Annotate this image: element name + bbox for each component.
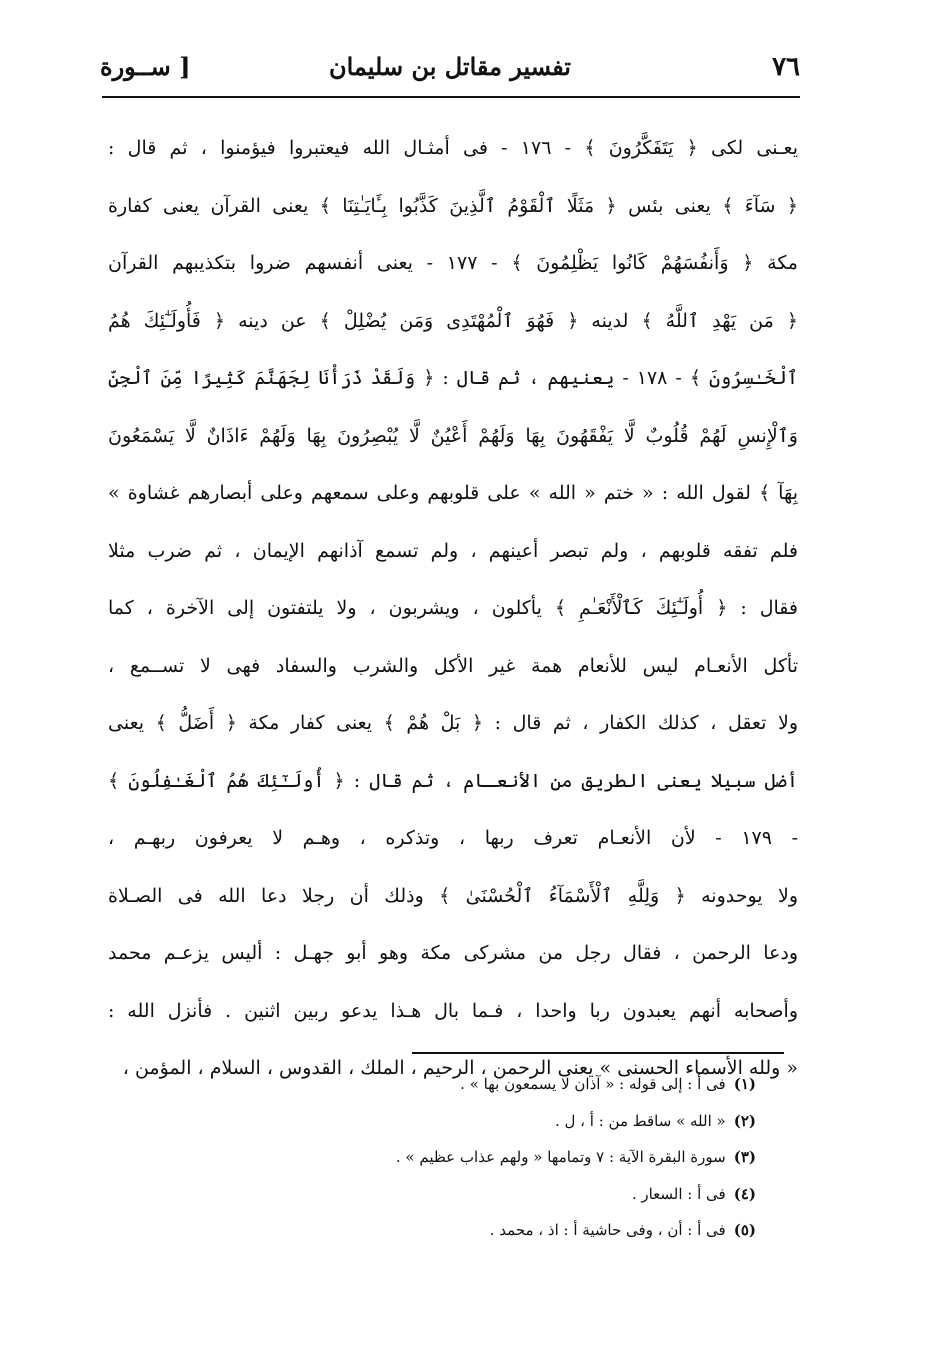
main-text: [108, 120, 798, 1098]
text-line: ٱلْخَـٰسِرُونَ ﴾ - ١٧٨ - يعنيهم ، ثم قال : ﴿ وَلَقَدْ ذَرَأْنَا لِجَهَنَّمَ كَثِيرًا مِّنَ ٱلْجِنِّ: [108, 367, 798, 389]
footnote-text: فى أ : أن ، وفى حاشية أ : اذ ، محمد .: [489, 1221, 726, 1240]
text-line: فلم تفقه قلوبهم ، ولم تبصر أعينهم ، ولم تسمع آذانهم الإيمان ، ثم ضرب مثلا: [108, 539, 798, 562]
text-line: تأكل الأنعـام ليس للأنعام همة غير الأكل والشرب والسفاد فهى لا تســمع ،: [108, 654, 798, 677]
text-line: ﴿ مَن يَهْدِ ٱللَّهُ ﴾ لدينه ﴿ فَهُوَ ٱلْمُهْتَدِى وَمَن يُضْلِلْ ﴾ عن دينه ﴿ فَأُولَـٰٓئِكَ هُمُ: [108, 309, 798, 332]
text-line: ولا يوحدونه ﴿ وَلِلَّهِ ٱلْأَسْمَآءُ ٱلْحُسْنَىٰ ﴾ وذلك أن رجلا دعا الله فى الصـلاة: [108, 884, 798, 907]
text-line: « ولله الأسماء الحسنى » يعنى الرحمن ، الرحيم ، الملك ، القدوس ، السلام ، المؤمن ،: [122, 1057, 798, 1079]
footnote-text: سورة البقرة الآية : ٧ وتمامها « ولهم عذاب عظيم » .: [395, 1148, 726, 1167]
footnotes: [300, 1066, 756, 1249]
text-line: يعـنى لكى ﴿ يَتَفَكَّرُونَ ﴾ - ١٧٦ - فى أمثـال الله فيعتبروا فيؤمنوا ، ثم قال :: [108, 137, 798, 159]
footnote: [300, 1066, 756, 1103]
text-line: أضل سبيلا يعنى الطريق من الأنعـام ، ثم قال : ﴿ أُولَـٰٓئِكَ هُمُ ٱلْغَـٰفِلُونَ ﴾: [108, 769, 798, 792]
footnote-number: (١): [733, 1075, 756, 1093]
text-line: ودعا الرحمن ، فقال رجل من مشركى مكة وهو أبو جهـل : أليس يزعـم محمد: [108, 942, 798, 964]
text-line: بِهَآ ﴾ لقول الله : « ختم « الله » على قلوبهم وعلى سمعهم وعلى أبصارهم غشاوة »: [108, 482, 798, 504]
footnote-text: « الله » ساقط من : أ ، ل .: [554, 1111, 726, 1130]
book-title: تفسير مقاتل بن سليمان: [328, 52, 571, 81]
footnote: [300, 1176, 756, 1213]
text-line: - ١٧٩ - لأن الأنعـام تعرف ربها ، وتذكره ، وهـم لا يعرفون ربهـم ،: [108, 827, 798, 849]
footnote-number: (٥): [733, 1221, 756, 1240]
surah-label: [ ســورة: [100, 52, 191, 81]
footnote: [300, 1212, 756, 1249]
footnote: [300, 1139, 756, 1176]
text-line: ولا تعقل ، كذلك الكفار ، ثم قال : ﴿ بَلْ هُمْ ﴾ يعنى كفار مكة ﴿ أَضَلُّ ﴾ يعنى: [108, 712, 798, 734]
running-header: [100, 48, 800, 96]
footnote-separator: [412, 1052, 784, 1054]
footnote: [300, 1103, 756, 1140]
text-line: فقال : ﴿ أُولَـٰٓئِكَ كَٱلْأَنْعَـٰمِ ﴾ يأكلون ، ويشربون ، ولا يلتفتون إلى الآخرة ، كما: [108, 597, 798, 619]
footnote-text: فى أ : إلى قوله : « آذان لا يسمعون بها » .: [460, 1075, 726, 1093]
footnote-text: فى أ : السعار .: [631, 1184, 726, 1203]
footnote-number: (٤): [733, 1184, 756, 1203]
text-line: ﴿ سَآءَ ﴾ يعنى بئس ﴿ مَثَلًا ٱلْقَوْمُ ٱلَّذِينَ كَذَّبُوا بِـَٔايَـٰتِنَا ﴾ يعنى القرآن يعنى كفارة: [108, 194, 798, 217]
text-line: وأصحابه أنهم يعبدون ربا واحدا ، فـما بال هـذا يدعو ربين اثنين . فأنزل الله :: [108, 999, 798, 1022]
footnote-number: (٣): [733, 1148, 756, 1167]
text-line: مكة ﴿ وَأَنفُسَهُمْ كَانُوا يَظْلِمُونَ ﴾ - ١٧٧ - يعنى أنفسهم ضروا بتكذيبهم القرآن: [108, 252, 798, 274]
footnote-number: (٢): [733, 1111, 756, 1130]
header-rule: [102, 96, 800, 98]
page-number: ٧٦: [772, 52, 800, 82]
text-line: وَٱلْإِنسِ لَهُمْ قُلُوبٌ لَّا يَفْقَهُونَ بِهَا وَلَهُمْ أَعْيُنٌ لَّا يُبْصِرُونَ بِهَا وَلَهُمْ ءَاذَانٌ لَّا يَسْمَعُونَ: [108, 424, 798, 447]
